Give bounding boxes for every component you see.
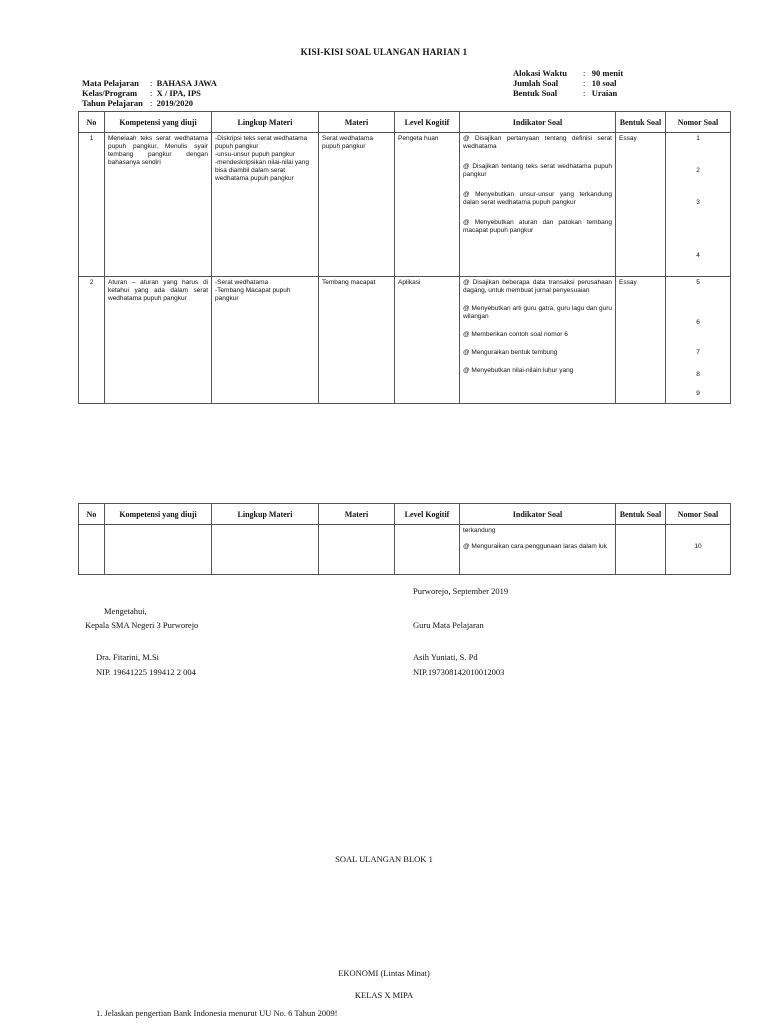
row-materi: Tembang macapat bbox=[319, 277, 395, 404]
header-bentuk: Bentuk Soal bbox=[616, 112, 666, 133]
document-title: KISI-KISI SOAL ULANGAN HARIAN 1 bbox=[300, 47, 468, 57]
header-materi: Materi bbox=[319, 112, 395, 133]
meta-jumlah: Jumlah Soal : 10 soal bbox=[513, 78, 617, 88]
place-date: Purworejo, September 2019 bbox=[413, 586, 509, 596]
row-bentuk: Essay bbox=[616, 277, 666, 404]
row-no: 1 bbox=[79, 133, 105, 277]
meta-left bbox=[82, 78, 217, 108]
row-materi: Serat wedhatama pupuh pangkur bbox=[319, 133, 395, 277]
row-indikator: @ Disajikan pertanyaan tentang definisi serat wedhatama @ Disajikan tentang teks serat wedhatama pupuh pangkur @ Menyebutkan unsur-unsur yang terkandung dalan serat wedhatama pupuh pangkur @ Menyebutkan aturan dan patokan tembang macapat pupuh pangkur bbox=[460, 133, 616, 277]
table-row bbox=[79, 277, 731, 404]
subject-line: EKONOMI (Lintas Minat) bbox=[338, 968, 430, 978]
table-header-row bbox=[79, 504, 731, 525]
header-lingkup: Lingkup Materi bbox=[212, 504, 319, 525]
header-level: Level Kogitif bbox=[395, 504, 460, 525]
header-kompetensi: Kompetensi yang diuji bbox=[105, 112, 212, 133]
guru-title: Guru Mata Pelajaran bbox=[413, 620, 484, 630]
guru-name: Asih Yuniati, S. Pd bbox=[413, 652, 478, 662]
meta-bentuk: Bentuk Soal : Uraian bbox=[513, 88, 618, 98]
kisi-table-1 bbox=[78, 111, 731, 404]
kisi-table-2 bbox=[78, 503, 731, 575]
row-lingkup: -Serat wedhatama -Tembang Macapat pupuh pangkur bbox=[212, 277, 319, 404]
question-1: 1. Jelaskan pengertian Bank Indonesia menurut UU No. 6 Tahun 2009! bbox=[96, 1008, 338, 1018]
header-bentuk: Bentuk Soal bbox=[616, 504, 666, 525]
mengetahui-label: Mengetahui, bbox=[104, 606, 147, 616]
table-header-row bbox=[79, 112, 731, 133]
meta-mapel: Mata Pelajaran : BAHASA JAWA bbox=[82, 78, 217, 88]
table-row bbox=[79, 133, 731, 277]
header-no: No bbox=[79, 112, 105, 133]
meta-kelas: Kelas/Program : X / IPA, IPS bbox=[82, 88, 201, 98]
meta-alokasi: Alokasi Waktu : 90 menit bbox=[513, 68, 624, 78]
kepala-name: Dra. Fitarini, M.Si bbox=[96, 652, 160, 662]
header-kompetensi: Kompetensi yang diuji bbox=[105, 504, 212, 525]
kepala-title: Kepala SMA Negeri 3 Purworejo bbox=[85, 620, 199, 630]
row-lingkup: -Diskripsi teks serat wedhatama pupuh pangkur -unsu-unsur pupuh pangkur -mendeskripsikan nilai-nilai yang bisa diambil dalam serat wedhatama pupuh pangkur bbox=[212, 133, 319, 277]
kepala-nip: NIP. 19641225 199412 2 004 bbox=[96, 667, 196, 677]
meta-right bbox=[513, 68, 623, 98]
row-level: Pengeta huan bbox=[395, 133, 460, 277]
header-lingkup: Lingkup Materi bbox=[212, 112, 319, 133]
row-indikator: terkandung @ Menguraikan cara penggunaan laras dalam luk bbox=[460, 525, 616, 575]
row-kompetensi: Aturan – aturan yang harus di ketahui yang ada dalam serat wedhatama pupuh pangkur bbox=[105, 277, 212, 404]
row-level: Aplikasi bbox=[395, 277, 460, 404]
header-nomor: Nomor Soal bbox=[666, 112, 731, 133]
row-nomor: 10 bbox=[666, 525, 731, 575]
header-no: No bbox=[79, 504, 105, 525]
guru-nip: NIP.197308142010012003 bbox=[413, 667, 505, 677]
row-nomor: 1 2 3 4 bbox=[666, 133, 731, 277]
header-nomor: Nomor Soal bbox=[666, 504, 731, 525]
table-row bbox=[79, 525, 731, 575]
row-indikator: @ Disajikan beberapa data transaksi perusahaan dagang, untuk membuat jurnal penyesuaian @ Menyebutkan arti guru gatra, guru lagu dan guru wilangan @ Memberikan contoh soal nomor 6 @ Menguraikan bentuk tembung @ Menyebutkan nilai-nilain luhur yang bbox=[460, 277, 616, 404]
header-materi: Materi bbox=[319, 504, 395, 525]
soal-title: SOAL ULANGAN BLOK 1 bbox=[335, 854, 433, 864]
meta-tahun: Tahun Pelajaran : 2019/2020 bbox=[82, 98, 193, 108]
row-no: 2 bbox=[79, 277, 105, 404]
row-kompetensi: Menelaah teks serat wedhatama pupuh pangkur, Menulis syair tembang pangkur dengan bahasanya sendiri bbox=[105, 133, 212, 277]
header-indikator: Indikator Soal bbox=[460, 504, 616, 525]
class-line: KELAS X MIPA bbox=[354, 990, 414, 1000]
row-bentuk: Essay bbox=[616, 133, 666, 277]
row-nomor: 5 6 7 8 9 bbox=[666, 277, 731, 404]
header-indikator: Indikator Soal bbox=[460, 112, 616, 133]
header-level: Level Kogitif bbox=[395, 112, 460, 133]
